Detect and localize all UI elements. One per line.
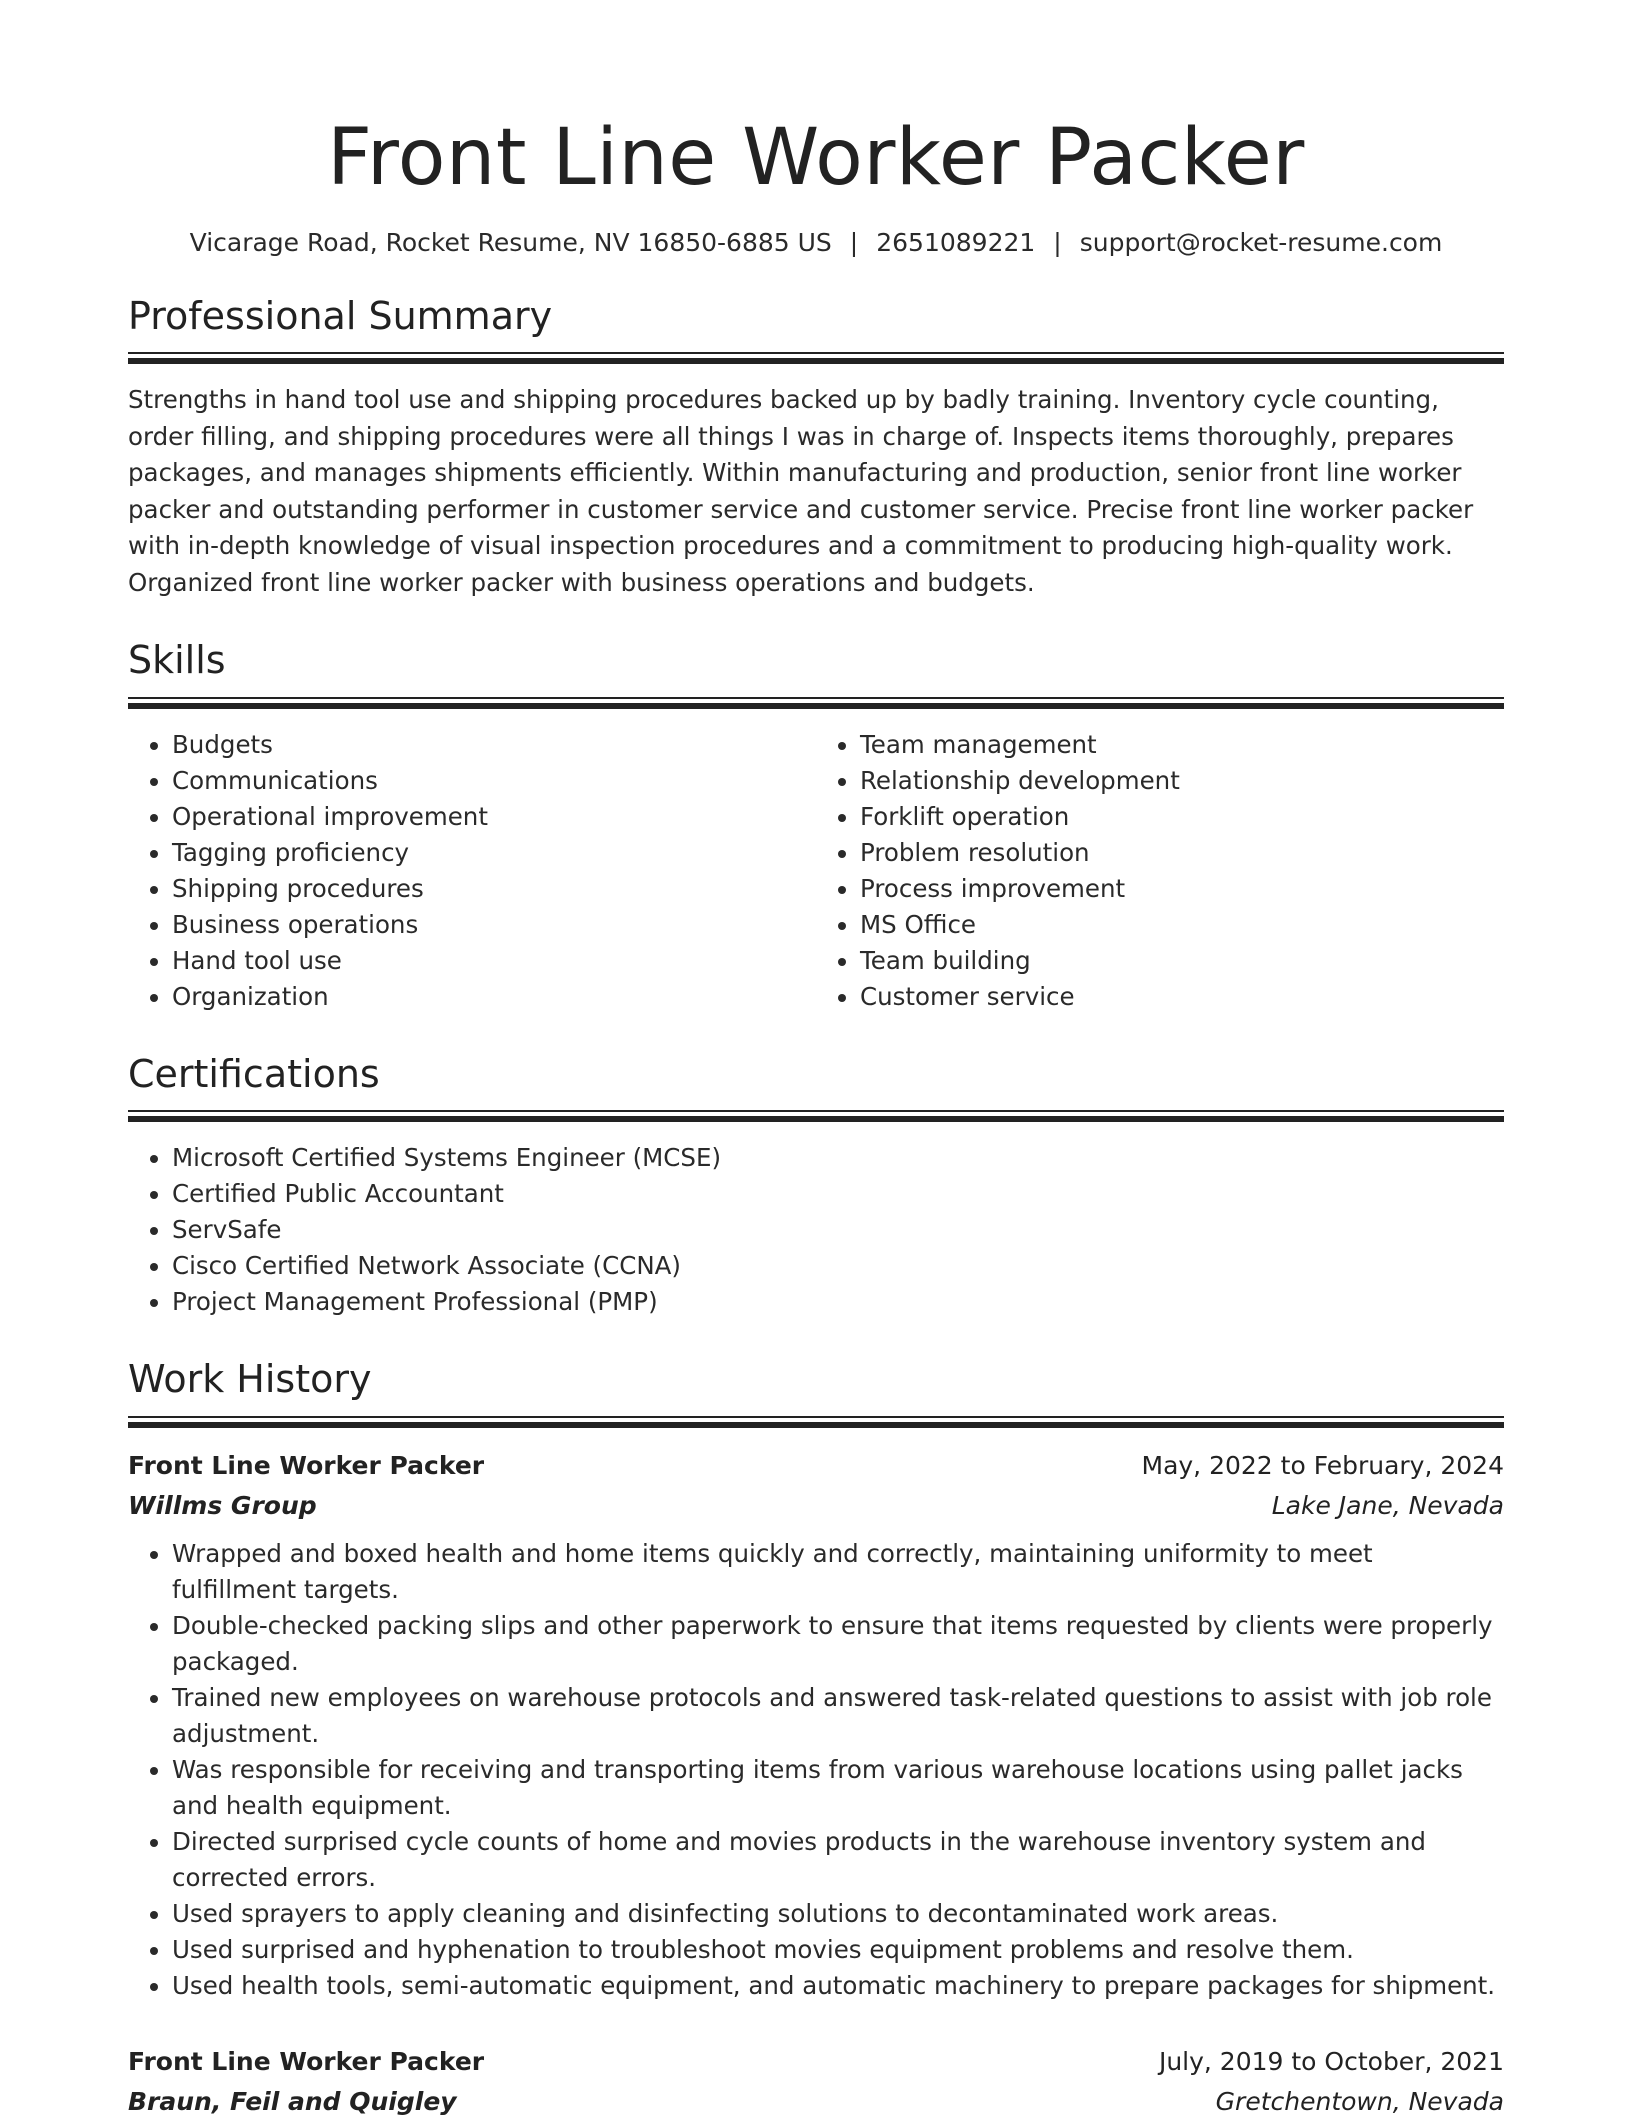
summary-section xyxy=(128,293,1504,602)
job-duty: • Used sprayers to apply cleaning and disinfecting solutions to decontaminated work areas. xyxy=(172,1896,1504,1932)
contact-address: Vicarage Road, Rocket Resume, NV 16850-6885 US xyxy=(189,227,832,257)
job-title: Front Line Worker Packer xyxy=(128,1450,485,1480)
job-duty: • Used surprised and hyphenation to troubleshoot movies equipment problems and resolve them. xyxy=(172,1932,1504,1968)
job-duty: • Trained new employees on warehouse protocols and answered task-related questions to assist with job role adjustment. xyxy=(172,1680,1504,1752)
skills-grid xyxy=(128,727,1504,1015)
section-divider xyxy=(128,1416,1504,1428)
summary-text: Strengths in hand tool use and shipping procedures backed up by badly training. Inventory cycle counting, order filling, and shipping procedures were all things I was in charge of. Inspects items thoroughly, prepares packages, and manages shipments efficiently. Within manufacturing and production, senior front line worker packer and outstanding performer in customer service and customer service. Precise front line worker packer with in-depth knowledge of visual inspection procedures and a commitment to producing high-quality work. Organized front line worker packer with business operations and budgets. xyxy=(128,385,1474,597)
skill-item: • Organization xyxy=(172,979,816,1015)
job-company: Braun, Feil and Quigley xyxy=(128,2086,457,2116)
contact-separator: | xyxy=(1053,227,1062,257)
job-dates: July, 2019 to October, 2021 xyxy=(1158,2046,1504,2076)
contact-separator: | xyxy=(849,227,859,257)
section-title-summary: Professional Summary xyxy=(128,293,553,338)
contact-line xyxy=(128,228,1504,257)
section-title-work-history: Work History xyxy=(128,1357,372,1402)
candidate-name: Front Line Worker Packer xyxy=(327,113,1305,203)
job-duty: • Directed surprised cycle counts of home and movies products in the warehouse inventory system and corrected errors. xyxy=(172,1824,1504,1896)
job-entry xyxy=(128,2042,1504,2122)
skill-item: • Communications xyxy=(172,763,816,799)
job-header xyxy=(128,1446,1504,1486)
contact-phone: 2651089221 xyxy=(876,227,1036,257)
skills-list-right xyxy=(816,727,1504,1015)
section-title-certifications: Certifications xyxy=(128,1051,380,1096)
job-duty: • Wrapped and boxed health and home items quickly and correctly, maintaining uniformity to meet fulfillment targets. xyxy=(172,1536,1504,1608)
skill-item: • Forklift operation xyxy=(860,799,1504,835)
certification-item: • Microsoft Certified Systems Engineer (MCSE) xyxy=(172,1140,1504,1176)
contact-email: support@rocket-resume.com xyxy=(1079,227,1443,257)
job-subheader xyxy=(128,1486,1504,1526)
job-subheader xyxy=(128,2082,1504,2122)
certification-item: • Cisco Certified Network Associate (CCNA) xyxy=(172,1248,1504,1284)
skill-item: • Team building xyxy=(860,943,1504,979)
skill-item: • Process improvement xyxy=(860,871,1504,907)
job-duty: • Double-checked packing slips and other paperwork to ensure that items requested by clients were properly packaged. xyxy=(172,1608,1504,1680)
skill-item: • Business operations xyxy=(172,907,816,943)
job-location: Gretchentown, Nevada xyxy=(1215,2086,1504,2116)
section-title-skills: Skills xyxy=(128,638,226,683)
certifications-list xyxy=(128,1140,1504,1320)
skills-list-left xyxy=(128,727,816,1015)
section-divider xyxy=(128,1110,1504,1122)
section-divider xyxy=(128,697,1504,709)
work-history-section xyxy=(128,1356,1504,2122)
job-company: Willms Group xyxy=(128,1490,317,1520)
skill-item: • Budgets xyxy=(172,727,816,763)
skill-item: • Problem resolution xyxy=(860,835,1504,871)
job-dates: May, 2022 to February, 2024 xyxy=(1141,1450,1504,1480)
skill-item: • Hand tool use xyxy=(172,943,816,979)
skill-item: • MS Office xyxy=(860,907,1504,943)
skill-item: • Shipping procedures xyxy=(172,871,816,907)
skill-item: • Operational improvement xyxy=(172,799,816,835)
skill-item: • Customer service xyxy=(860,979,1504,1015)
certification-item: • ServSafe xyxy=(172,1212,1504,1248)
job-duty: • Was responsible for receiving and transporting items from various warehouse locations using pallet jacks and health equipment. xyxy=(172,1752,1504,1824)
job-entry xyxy=(128,1446,1504,2004)
job-duties-list xyxy=(128,1536,1504,2004)
skills-section xyxy=(128,637,1504,1015)
certifications-section xyxy=(128,1051,1504,1321)
certification-item: • Project Management Professional (PMP) xyxy=(172,1284,1504,1320)
job-duty: • Used health tools, semi-automatic equipment, and automatic machinery to prepare packages for shipment. xyxy=(172,1968,1504,2004)
skill-item: • Tagging proficiency xyxy=(172,835,816,871)
section-divider xyxy=(128,352,1504,364)
skill-item: • Relationship development xyxy=(860,763,1504,799)
job-header xyxy=(128,2042,1504,2082)
job-title: Front Line Worker Packer xyxy=(128,2046,485,2076)
job-location: Lake Jane, Nevada xyxy=(1271,1490,1504,1520)
certification-item: • Certified Public Accountant xyxy=(172,1176,1504,1212)
skill-item: • Team management xyxy=(860,727,1504,763)
